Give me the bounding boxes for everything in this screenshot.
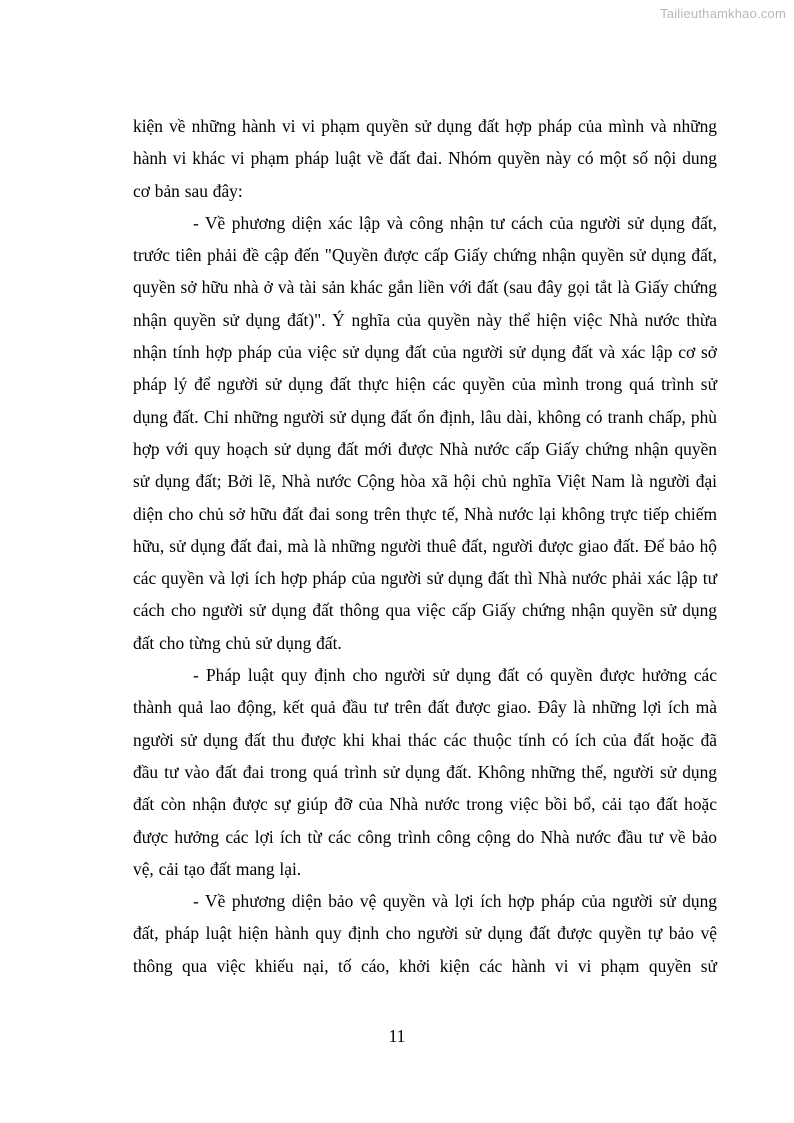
paragraph-continuation: kiện về những hành vi vi phạm quyền sử dụng đất hợp pháp của mình và những hành vi khác vi phạm pháp luật về đất đai. Nhóm quyền này có một số nội dung cơ bản sau đây: [133,116,717,201]
paragraph-protection-rights: - Về phương diện bảo vệ quyền và lợi ích hợp pháp của người sử dụng đất, pháp luật hiện hành quy định cho người sử dụng đất được quyền tự bảo vệ thông qua việc khiếu nại, tố cáo, khởi kiện các hành vi vi phạm quyền sử [133,891,717,976]
paragraph-labor-results: - Pháp luật quy định cho người sử dụng đất có quyền được hưởng các thành quả lao động, kết quả đầu tư trên đất được giao. Đây là những lợi ích mà người sử dụng đất thu được khi khai thác các thuộc tính có ích của đất hoặc đã đầu tư vào đất đai trong quá trình sử dụng đất. Không những thế, người sử dụng đất còn nhận được sự giúp đỡ của Nhà nước trong việc bồi bổ, cải tạo đất hoặc được hưởng các lợi ích từ các công trình công cộng do Nhà nước đầu tư về bảo vệ, cải tạo đất mang lại. [133,665,717,879]
page-number: 11 [388,1026,406,1046]
document-body [133,110,717,982]
watermark-text: Tailieuthamkhao.com [660,6,786,21]
paragraph-certificate-right: - Về phương diện xác lập và công nhận tư cách của người sử dụng đất, trước tiên phải đề cập đến "Quyền được cấp Giấy chứng nhận quyền sử dụng đất, quyền sở hữu nhà ở và tài sản khác gắn liền với đất (sau đây gọi tắt là Giấy chứng nhận quyền sử dụng đất)". Ý nghĩa của quyền này thể hiện việc Nhà nước thừa nhận tính hợp pháp của việc sử dụng đất của người sử dụng đất và xác lập cơ sở pháp lý để người sử dụng đất thực hiện các quyền của mình trong quá trình sử dụng đất. Chỉ những người sử dụng đất ổn định, lâu dài, không có tranh chấp, phù hợp với quy hoạch sử dụng đất mới được Nhà nước cấp Giấy chứng nhận quyền sử dụng đất; Bởi lẽ, Nhà nước Cộng hòa xã hội chủ nghĩa Việt Nam là người đại diện cho chủ sở hữu đất đai song trên thực tế, Nhà nước lại không trực tiếp chiếm hữu, sử dụng đất đai, mà là những người thuê đất, người được giao đất. Để bảo hộ các quyền và lợi ích hợp pháp của người sử dụng đất thì Nhà nước phải xác lập tư cách cho người sử dụng đất thông qua việc cấp Giấy chứng nhận quyền sử dụng đất cho từng chủ sử dụng đất. [133,212,717,653]
